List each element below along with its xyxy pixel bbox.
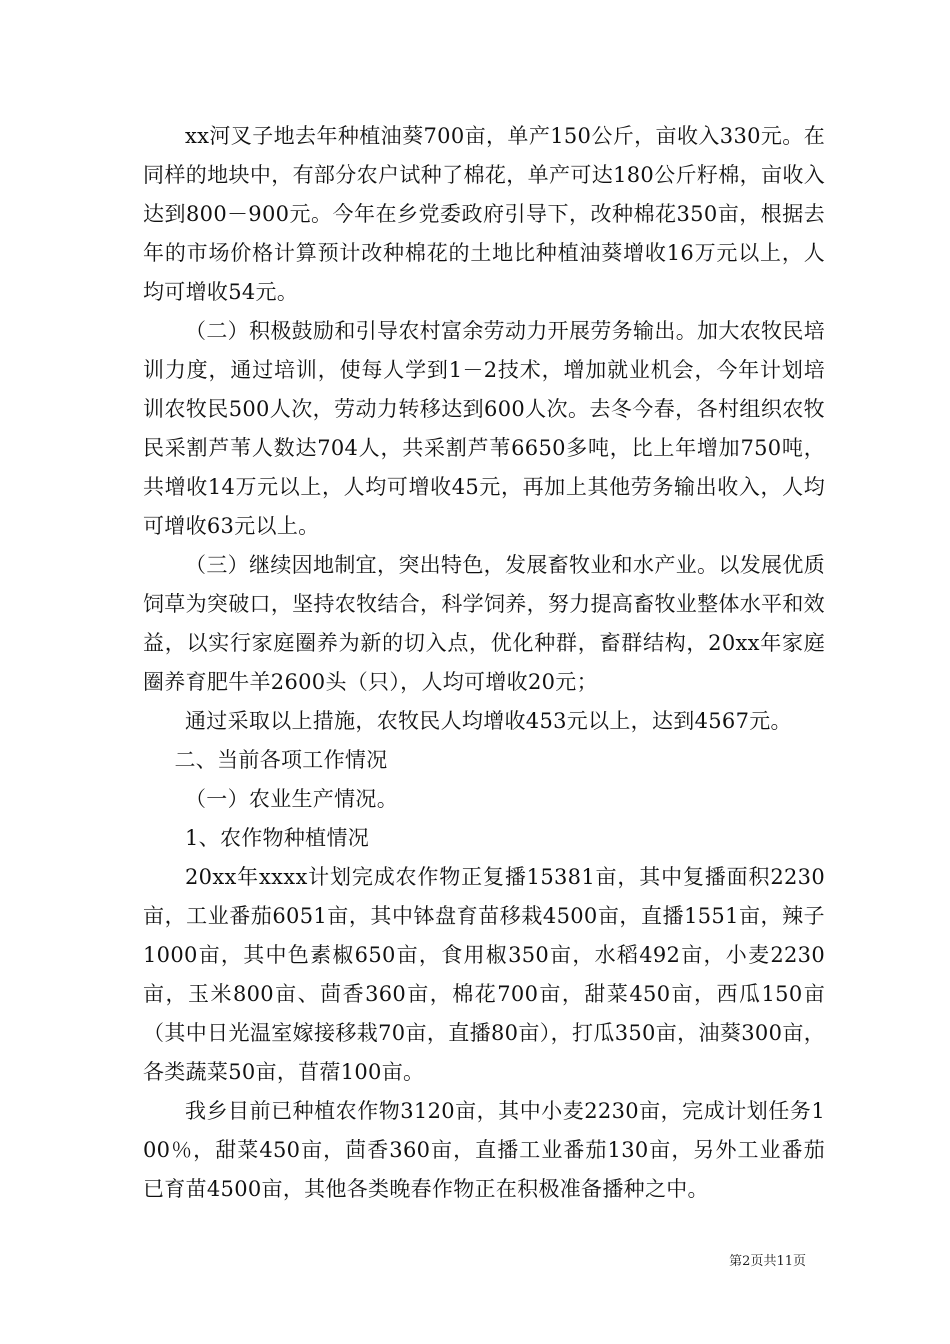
paragraph-labor-export: （二）积极鼓励和引导农村富余劳动力开展劳务输出。加大农牧民培训力度，通过培训，使每人学到1－2技术，增加就业机会，今年计划培训农牧民500人次，劳动力转移达到600人次。去冬今春，各村组织农牧民采割芦苇人数达704人，共采割芦苇6650多吨，比上年增加750吨，共增收14万元以上，人均可增收45元，再加上其他劳务输出收入，人均可增收63元以上。 [143,319,825,538]
paragraph-crop-plan: 20xx年xxxx计划完成农作物正复播15381亩，其中复播面积2230亩，工业番茄6051亩，其中钵盘育苗移栽4500亩，直播1551亩，辣子1000亩，其中色素椒650亩，食用椒350亩，水稻492亩，小麦2230亩，玉米800亩、茴香360亩，棉花700亩，甜菜450亩，西瓜150亩（其中日光温室嫁接移栽70亩，直播80亩），打瓜350亩，油葵300亩，各类蔬菜50亩，苜蓿100亩。 [143,865,825,1084]
paragraph-crop-progress: 我乡目前已种植农作物3120亩，其中小麦2230亩，完成计划任务100％，甜菜450亩，茴香360亩，直播工业番茄130亩，另外工业番茄已育苗4500亩，其他各类晚春作物正在积极准备播种之中。 [143,1099,825,1201]
paragraph-oil-sunflower-cotton: xx河叉子地去年种植油葵700亩，单产150公斤，亩收入330元。在同样的地块中，有部分农户试种了棉花，单产可达180公斤籽棉，亩收入达到800－900元。今年在乡党委政府引导下，改种棉花350亩，根据去年的市场价格计算预计改种棉花的土地比种植油葵增收16万元以上，人均可增收54元。 [143,124,825,304]
page-number-footer: 第2页共11页 [729,1254,806,1269]
item-heading-crop-planting: 1、农作物种植情况 [185,826,370,850]
document-body [143,117,825,1209]
subsection-heading-agriculture: （一）农业生产情况。 [185,787,398,811]
paragraph-income-summary: 通过采取以上措施，农牧民人均增收453元以上，达到4567元。 [185,709,792,733]
paragraph-livestock: （三）继续因地制宜，突出特色，发展畜牧业和水产业。以发展优质饲草为突破口，坚持农牧结合，科学饲养，努力提高畜牧业整体水平和效益，以实行家庭圈养为新的切入点，优化种群，畜群结构，20xx年家庭圈养育肥牛羊2600头（只），人均可增收20元； [143,553,825,694]
section-heading-current-work: 二、当前各项工作情况 [174,748,388,772]
